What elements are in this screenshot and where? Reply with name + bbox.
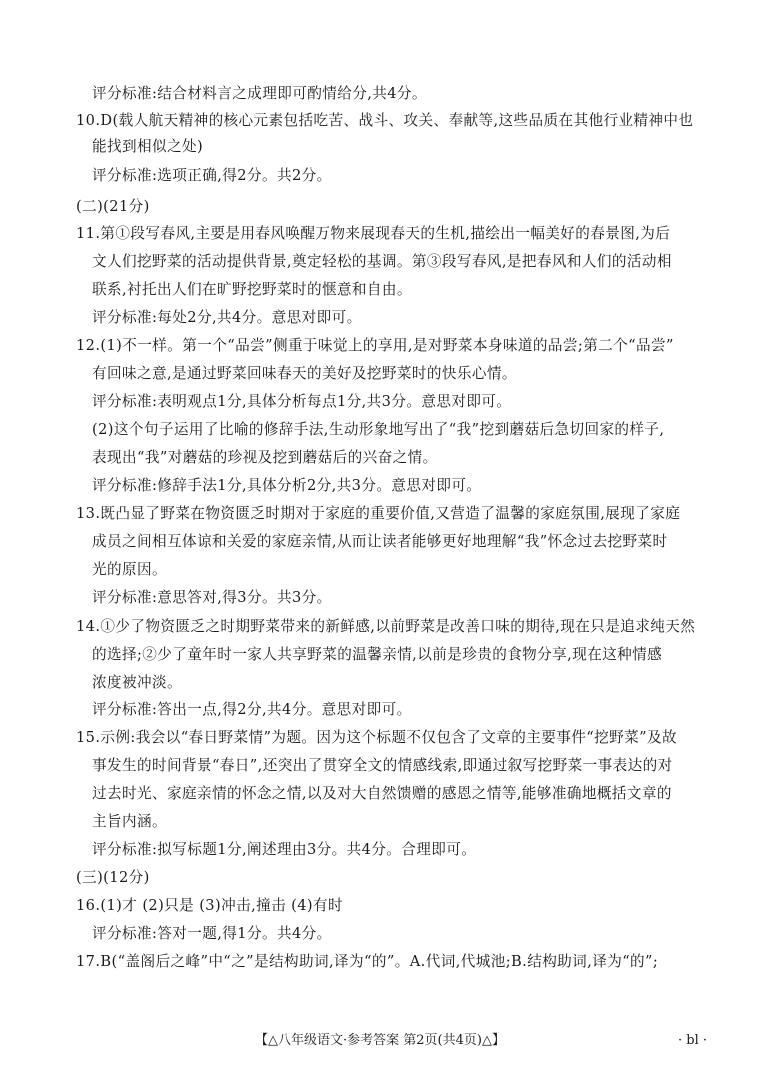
answer-line: 13.既凸显了野菜在物资匮乏时期对于家庭的重要价值,又营造了温馨的家庭氛围,展现了家庭 (76, 505, 681, 522)
answer-line: 评分标准:结合材料言之成理即可酌情给分,共4分。 (92, 85, 427, 102)
answer-line: 有回味之意,是通过野菜回味春天的美好及挖野菜时的快乐心情。 (92, 365, 517, 382)
answer-line: 主旨内涵。 (92, 813, 167, 830)
answer-line: 17.B(“盖阁后之峰”中“之”是结构助词,译为“的”。A.代词,代城池;B.结构助词,译为“的”; (76, 953, 659, 970)
answer-line: 能找到相似之处) (92, 138, 204, 155)
answer-line: (二)(21分) (76, 198, 150, 215)
answer-line: 评分标准:修辞手法1分,具体分析2分,共3分。意思对即可。 (92, 477, 482, 494)
answer-line: 成员之间相互体谅和关爱的家庭亲情,从而让读者能够更好地理解“我”怀念过去挖野菜时 (92, 533, 668, 550)
answer-line: 联系,衬托出人们在旷野挖野菜时的惬意和自由。 (92, 281, 412, 298)
answer-line: 评分标准:答出一点,得2分,共4分。意思对即可。 (92, 701, 412, 718)
answer-line: 10.D(载人航天精神的核心元素包括吃苦、战斗、攻关、奉献等,这些品质在其他行业精神中也 (76, 112, 694, 129)
answer-line: 的选择;②少了童年时一家人共享野菜的温馨亲情,以前是珍贵的食物分享,现在这种情感 (92, 646, 663, 663)
answer-line: 过去时光、家庭亲情的怀念之情,以及对大自然馈赠的感恩之情等,能够准确地概括文章的 (92, 785, 672, 802)
answer-line: 15.示例:我会以“春日野菜情”为题。因为这个标题不仅包含了文章的主要事件“挖野菜”及故 (76, 729, 677, 746)
answer-line: 评分标准:拟写标题1分,阐述理由3分。共4分。合理即可。 (92, 841, 477, 858)
answer-line: 文人们挖野菜的活动提供背景,奠定轻松的基调。第③段写春风,是把春风和人们的活动相 (92, 253, 672, 270)
answer-line: 评分标准:表明观点1分,具体分析每点1分,共3分。意思对即可。 (92, 393, 512, 410)
answer-line: 16.(1)才 (2)只是 (3)冲击,撞击 (4)有时 (76, 897, 343, 914)
answer-line: 表现出“我”对蘑菇的珍视及挖到蘑菇后的兴奋之情。 (92, 449, 438, 466)
answer-line: 12.(1)不一样。第一个“品尝”侧重于味觉上的享用,是对野菜本身味道的品尝;第二个“品尝” (76, 337, 674, 354)
answer-line: (三)(12分) (76, 869, 150, 886)
footer-code: · bl · (678, 1033, 708, 1048)
answer-line: 11.第①段写春风,主要是用春风唤醒万物来展现春天的生机,描绘出一幅美好的春景图,为后 (76, 225, 671, 242)
answer-line: 评分标准:意思答对,得3分。共3分。 (92, 589, 332, 606)
answer-line: 评分标准:每处2分,共4分。意思对即可。 (92, 309, 362, 326)
page-footer (0, 1030, 764, 1052)
answer-line: 浓度被冲淡。 (92, 674, 182, 691)
answer-line: 评分标准:答对一题,得1分。共4分。 (92, 925, 332, 942)
answer-line: 事发生的时间背景“春日”,还突出了贯穿全文的情感线索,即通过叙写挖野菜一事表达的对 (92, 757, 673, 774)
answer-line: 14.①少了物资匮乏之时期野菜带来的新鲜感,以前野菜是改善口味的期待,现在只是追求纯天然 (76, 618, 696, 635)
answer-line: (2)这个句子运用了比喻的修辞手法,生动形象地写出了“我”挖到蘑菇后急切回家的样子, (92, 421, 665, 438)
answer-line: 光的原因。 (92, 561, 167, 578)
answer-line: 评分标准:选项正确,得2分。共2分。 (92, 167, 332, 184)
footer-page-info: 【△八年级语文·参考答案 第2页(共4页)△】 (255, 1033, 505, 1048)
